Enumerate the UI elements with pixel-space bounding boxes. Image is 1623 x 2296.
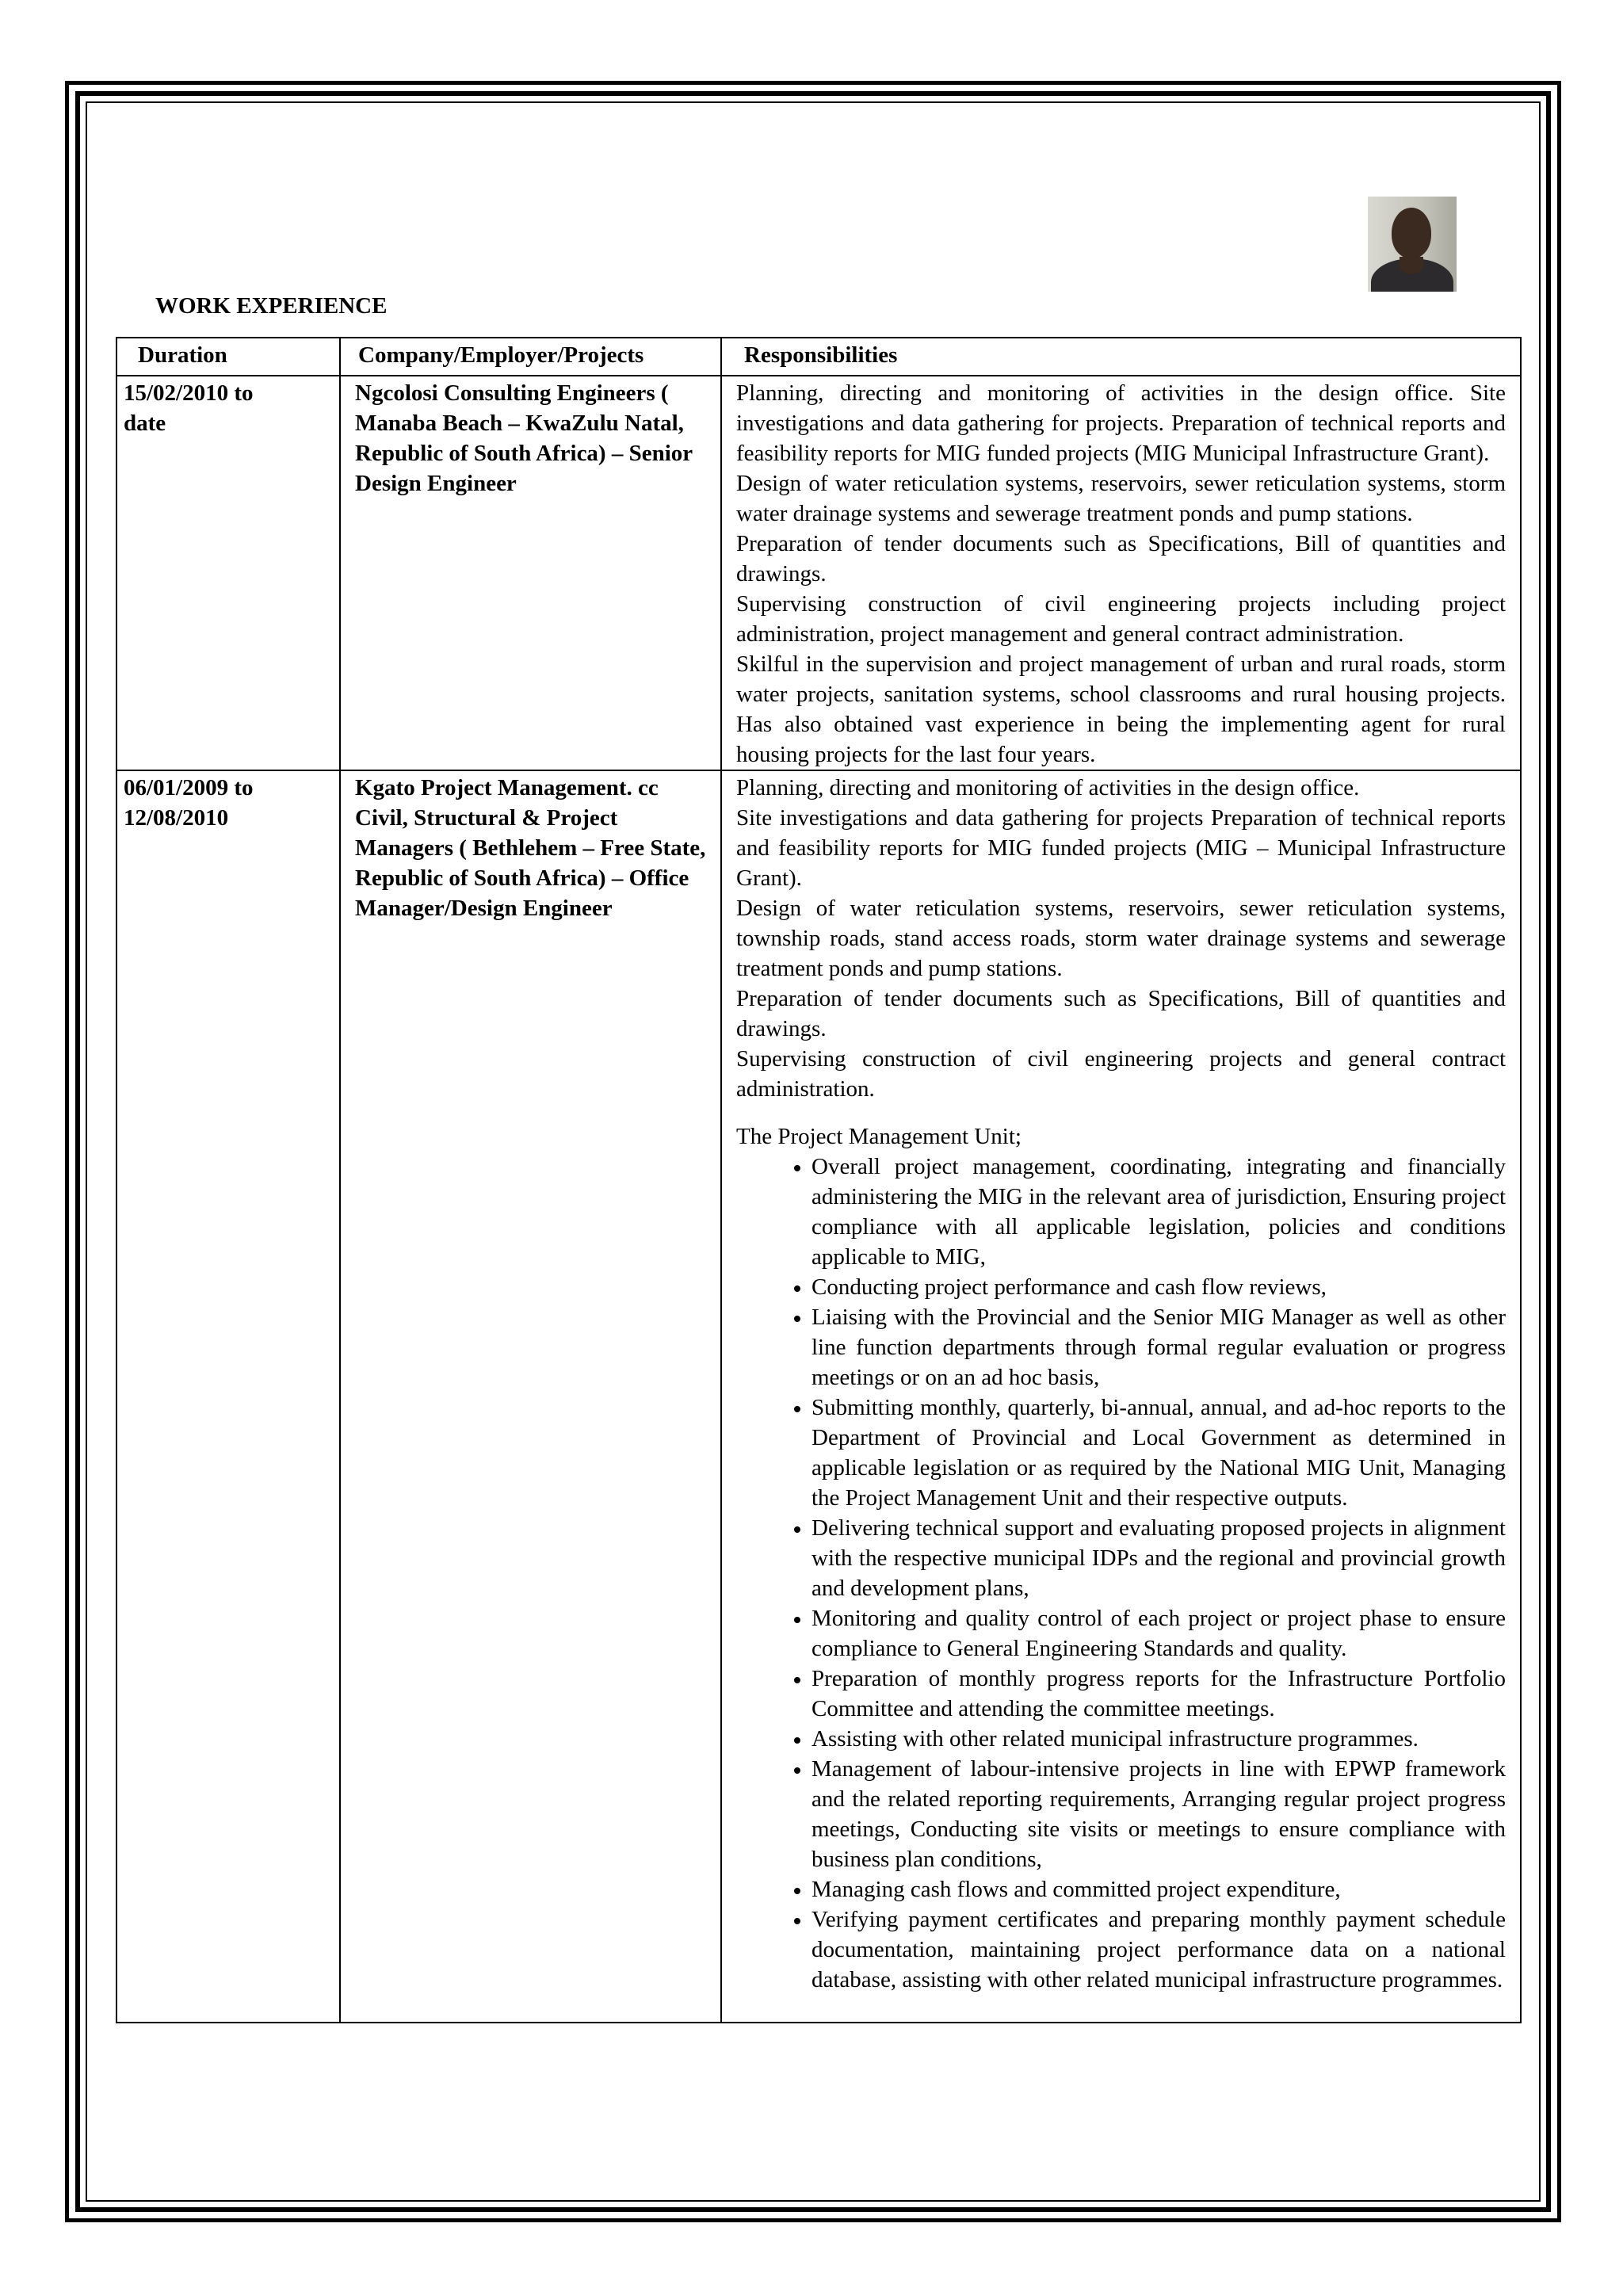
profile-photo bbox=[1368, 197, 1457, 292]
responsibility-paragraph: Design of water reticulation systems, reservoirs, sewer reticulation systems, township roads, stand access roads, storm water drainage systems and sewerage treatment ponds and pump stations. bbox=[736, 896, 1506, 981]
list-item: • Delivering technical support and evaluating proposed projects in alignment with the respective municipal IDPs and the regional and provincial growth and development plans, bbox=[812, 1513, 1506, 1603]
duration-header: Duration bbox=[116, 338, 340, 376]
list-item: • Liaising with the Provincial and the Senior MIG Manager as well as other line function departments through formal regular evaluation or progress meetings or on an ad hoc basis, bbox=[812, 1302, 1506, 1392]
responsibilities-cell bbox=[721, 770, 1521, 2023]
responsibility-paragraph: Supervising construction of civil engineering projects and general contract administration. bbox=[736, 1046, 1506, 1102]
list-item: • Conducting project performance and cash flow reviews, bbox=[812, 1272, 1506, 1302]
section-title: WORK EXPERIENCE bbox=[155, 293, 388, 319]
responsibilities-header: Responsibilities bbox=[721, 338, 1521, 376]
list-item: • Verifying payment certificates and preparing monthly payment schedule documentation, maintaining project performance data on a national database, assisting with other related municipal infrastructure programmes. bbox=[812, 1904, 1506, 1995]
company-cell: Kgato Project Management. cc Civil, Structural & Project Managers ( Bethlehem – Free State, Republic of South Africa) – Office Manager/Design Engineer bbox=[340, 770, 721, 2023]
responsibility-paragraph: Site investigations and data gathering for projects Preparation of technical reports and feasibility reports for MIG funded projects (MIG – Municipal Infrastructure Grant). bbox=[736, 805, 1506, 891]
duration-end: date bbox=[124, 411, 166, 436]
duration-cell bbox=[116, 376, 340, 770]
work-experience-table bbox=[116, 337, 1522, 2023]
list-item: • Assisting with other related municipal infrastructure programmes. bbox=[812, 1724, 1506, 1754]
responsibility-paragraph: Planning, directing and monitoring of activities in the design office. bbox=[736, 775, 1360, 800]
list-item: • Managing cash flows and committed project expenditure, bbox=[812, 1874, 1506, 1904]
table-row bbox=[116, 376, 1521, 770]
list-item: • Submitting monthly, quarterly, bi-annual, annual, and ad-hoc reports to the Department of Provincial and Local Government as determined in applicable legislation or as required by the National MIG Unit, Managing the Project Management Unit and their respective outputs. bbox=[812, 1392, 1506, 1513]
duration-start: 06/01/2009 to bbox=[124, 775, 254, 800]
duration-start: 15/02/2010 to bbox=[124, 380, 254, 406]
duration-end: 12/08/2010 bbox=[124, 805, 229, 831]
table-header-row bbox=[116, 338, 1521, 376]
pmu-intro: The Project Management Unit; bbox=[736, 1124, 1022, 1149]
company-cell: Ngcolosi Consulting Engineers ( Manaba Beach – KwaZulu Natal, Republic of South Africa) – Senior Design Engineer bbox=[340, 376, 721, 770]
responsibility-paragraph: Design of water reticulation systems, reservoirs, sewer reticulation systems, storm water drainage systems and sewerage treatment ponds and pump stations. bbox=[736, 471, 1506, 526]
table-row bbox=[116, 770, 1521, 2023]
company-header: Company/Employer/Projects bbox=[340, 338, 721, 376]
responsibility-paragraph: Skilful in the supervision and project management of urban and rural roads, storm water projects, sanitation systems, school classrooms and rural housing projects. Has also obtained vast experience in being the implementing agent for rural housing projects for the last four years. bbox=[736, 651, 1506, 767]
list-item: • Monitoring and quality control of each project or project phase to ensure compliance to General Engineering Standards and quality. bbox=[812, 1603, 1506, 1664]
duration-cell bbox=[116, 770, 340, 2023]
list-item: • Preparation of monthly progress reports for the Infrastructure Portfolio Committee and attending the committee meetings. bbox=[812, 1664, 1506, 1724]
responsibility-paragraph: Planning, directing and monitoring of activities in the design office. Site investigations and data gathering for projects. Preparation of technical reports and feasibility reports for MIG funded projects (MIG Municipal Infrastructure Grant). bbox=[736, 380, 1506, 466]
pmu-bullet-list bbox=[736, 1152, 1506, 1995]
responsibility-paragraph: Preparation of tender documents such as Specifications, Bill of quantities and drawings. bbox=[736, 986, 1506, 1041]
responsibility-paragraph: Preparation of tender documents such as Specifications, Bill of quantities and drawings. bbox=[736, 531, 1506, 586]
list-item: • Management of labour-intensive projects in line with EPWP framework and the related reporting requirements, Arranging regular project progress meetings, Conducting site visits or meetings to ensure compliance with business plan conditions, bbox=[812, 1754, 1506, 1874]
responsibilities-cell bbox=[721, 376, 1521, 770]
responsibility-paragraph: Supervising construction of civil engineering projects including project administration, project management and general contract administration. bbox=[736, 591, 1506, 647]
list-item: • Overall project management, coordinating, integrating and financially administering the MIG in the relevant area of jurisdiction, Ensuring project compliance with all applicable legislation, policies and conditions applicable to MIG, bbox=[812, 1152, 1506, 1272]
